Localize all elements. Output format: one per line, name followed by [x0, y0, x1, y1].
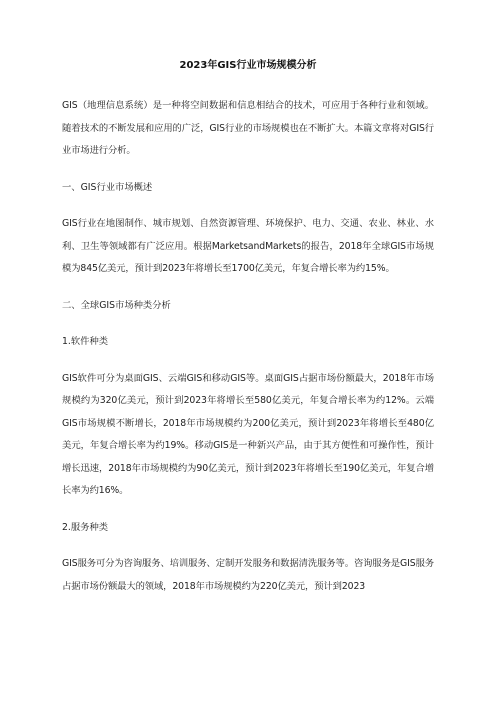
spacer [62, 163, 434, 177]
spacer [62, 354, 434, 368]
overview-paragraph: GIS行业在地图制作、城市规划、自然资源管理、环境保护、电力、交通、农业、林业、水利、卫生等领域都有广泛应用。根据MarketsandMarkets的报告，2018年全球GIS市场规模为845亿美元，预计到2023年将增长至1700亿美元，年复合增长率为约15%。 [62, 218, 434, 274]
subsection-heading-services: 2.服务种类 [62, 521, 109, 533]
spacer [62, 539, 434, 553]
document-title: 2023年GIS行业市场规模分析 [179, 60, 317, 71]
software-paragraph: GIS软件可分为桌面GIS、云端GIS和移动GIS等。桌面GIS占据市场份额最大，2018年市场规模约为320亿美元，预计到2023年将增长至580亿美元，年复合增长率为约12%。云端GIS市场规模不断增长，2018年市场规模约为200亿美元，预计到2023年将增长至480亿美元，年复合增长率为约19%。移动GIS是一种新兴产品，由于其方便性和可操作性，预计增长迅速，2018年市场规模约为90亿美元，预计到2023年将增长至190亿美元，年复合增长率为约16%。 [62, 372, 434, 496]
document-content [62, 58, 434, 598]
section-heading-overview: 一、GIS行业市场概述 [62, 181, 153, 193]
intro-paragraph: GIS（地理信息系统）是一种将空间数据和信息相结合的技术，可应用于各种行业和领域。随着技术的不断发展和应用的广泛，GIS行业的市场规模也在不断扩大。本篇文章将对GIS行业市场进行分析。 [62, 100, 434, 156]
spacer [62, 317, 434, 331]
subsection-heading-software: 1.软件种类 [62, 336, 109, 347]
section-heading-market-types: 二、全球GIS市场种类分析 [62, 299, 171, 311]
services-paragraph: GIS服务可分为咨询服务、培训服务、定制开发服务和数据清洗服务等。咨询服务是GIS服务占据市场份额最大的领域，2018年市场规模约为220亿美元，预计到2023 [62, 558, 434, 592]
spacer [62, 503, 434, 517]
spacer [62, 199, 434, 213]
spacer [62, 281, 434, 295]
